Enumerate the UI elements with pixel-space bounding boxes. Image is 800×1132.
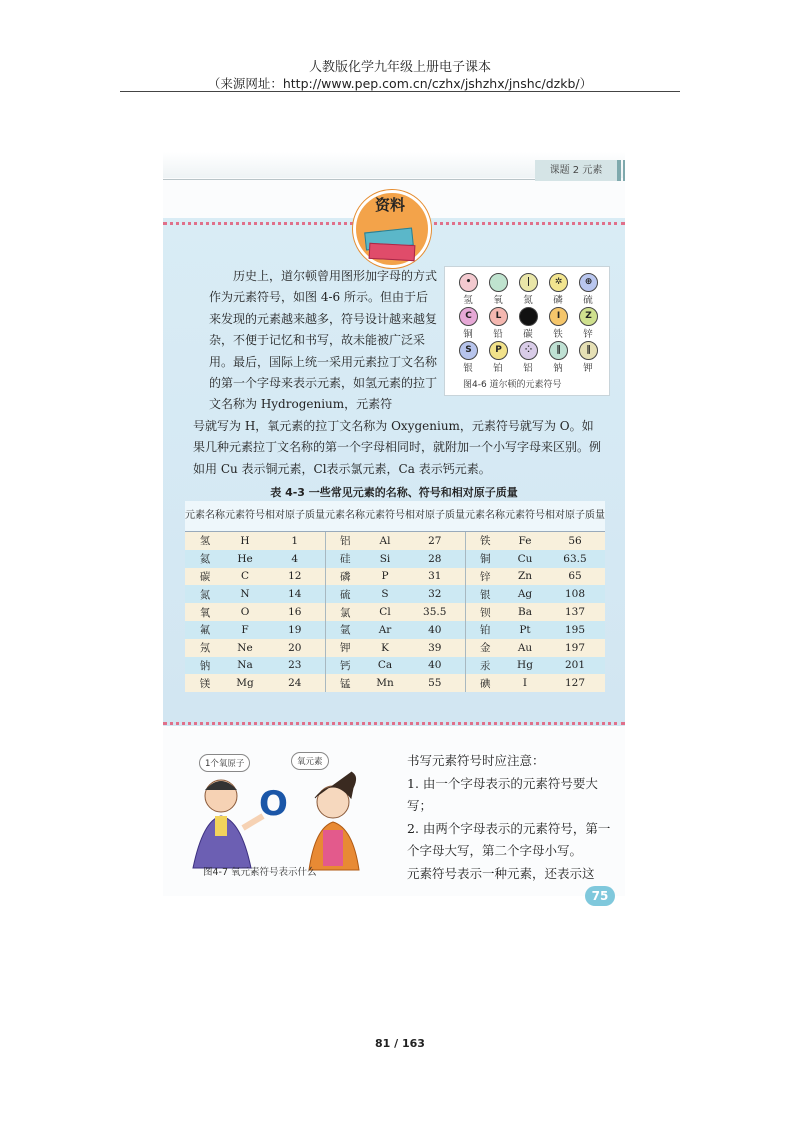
dalton-symbol-name: 铜: [463, 329, 473, 340]
table-cell: 钡: [465, 603, 505, 621]
dalton-symbol-mark: L: [489, 307, 508, 326]
table-cell: N: [225, 585, 265, 603]
table-cell: 63.5: [545, 550, 605, 568]
table-cell: 锰: [325, 674, 365, 692]
table-cell: Zn: [505, 568, 545, 586]
table-header-cell: 相对原子质量: [545, 501, 605, 532]
table-cell: 氩: [325, 621, 365, 639]
table-cell: 19: [265, 621, 325, 639]
table-cell: 137: [545, 603, 605, 621]
table-cell: 银: [465, 585, 505, 603]
table-title: 表 4-3 一些常见元素的名称、符号和相对原子质量: [270, 486, 518, 499]
source-url: （来源网址：http://www.pep.com.cn/czhx/jshzhx/jnshc/dzkb/）: [207, 76, 593, 91]
table-cell: 35.5: [405, 603, 465, 621]
dalton-symbol: [573, 273, 603, 309]
table-cell: 201: [545, 657, 605, 675]
table-cell: K: [365, 639, 405, 657]
dalton-symbol-mark: [519, 307, 538, 326]
table-cell: 氯: [325, 603, 365, 621]
continued-paragraph: [193, 416, 603, 480]
speech-bubble-atom: 1个氧原子: [199, 754, 250, 772]
table-cell: 23: [265, 657, 325, 675]
table-cell: 铂: [465, 621, 505, 639]
dalton-symbol: [573, 307, 603, 343]
dalton-symbol-mark: I: [549, 307, 568, 326]
table-cell: C: [225, 568, 265, 586]
table-cell: Al: [365, 532, 405, 550]
table-row: [185, 585, 605, 603]
table-cell: 金: [465, 639, 505, 657]
table-header-cell: 元素符号: [505, 501, 545, 532]
dalton-symbol-name: 碳: [523, 329, 533, 340]
table-cell: 氦: [185, 550, 225, 568]
table-cell: 32: [405, 585, 465, 603]
dalton-symbol-name: 磷: [553, 295, 563, 306]
chapter-tab: [535, 160, 621, 181]
resource-badge: [353, 190, 431, 268]
book-page-number: 75: [585, 886, 615, 906]
table-cell: Na: [225, 657, 265, 675]
dalton-symbol-name: 氮: [523, 295, 533, 306]
badge-label: 资料: [375, 196, 406, 214]
dalton-symbol: [483, 307, 513, 343]
notes-tail: 元素符号表示一种元素，还表示这: [407, 865, 595, 881]
table-row: [185, 568, 605, 586]
table-cell: Fe: [505, 532, 545, 550]
table-cell: 195: [545, 621, 605, 639]
oxygen-symbol: O: [259, 784, 288, 824]
table-body: [185, 532, 605, 693]
table-cell: 40: [405, 657, 465, 675]
table-cell: Au: [505, 639, 545, 657]
textbook-page-scan: [163, 152, 625, 903]
dalton-symbol: [513, 341, 543, 377]
table-row: [185, 657, 605, 675]
dalton-symbol-name: 铂: [493, 363, 503, 374]
dalton-symbol-name: 钾: [583, 363, 593, 374]
notes-heading: 书写元素符号时应注意：: [407, 753, 545, 768]
table-cell: 钾: [325, 639, 365, 657]
books-icon-lower: [369, 243, 416, 261]
dalton-symbol-mark: P: [489, 341, 508, 360]
table-cell: 钠: [185, 657, 225, 675]
dalton-symbol-name: 硫: [583, 295, 593, 306]
dalton-symbol: [513, 273, 543, 309]
table-cell: 24: [265, 674, 325, 692]
dalton-symbol-mark: ✲: [549, 273, 568, 292]
table-cell: 氮: [185, 585, 225, 603]
table-cell: S: [365, 585, 405, 603]
table-cell: He: [225, 550, 265, 568]
table-row: [185, 674, 605, 692]
header-divider: [120, 91, 680, 92]
dalton-symbols-figure: [444, 266, 610, 396]
table-row: [185, 532, 605, 550]
dalton-symbol-mark: Z: [579, 307, 598, 326]
dalton-symbol: [453, 273, 483, 309]
elements-table: [185, 501, 605, 692]
table-cell: 磷: [325, 568, 365, 586]
table-cell: Mg: [225, 674, 265, 692]
dalton-symbol-mark: [489, 273, 508, 292]
dalton-figure-caption: 图4-6 道尔顿的元素符号: [463, 380, 562, 390]
table-cell: 27: [405, 532, 465, 550]
dalton-symbol-name: 氧: [493, 295, 503, 306]
panel-bottom-dotted-border: [163, 722, 625, 725]
table-cell: F: [225, 621, 265, 639]
intro-paragraph: [209, 266, 439, 416]
table-row: [185, 621, 605, 639]
table-header-cell: 元素符号: [225, 501, 265, 532]
intro-text: 历史上，道尔顿曾用图形加字母的方式作为元素符号，如图 4-6 所示。但由于后来发现的元素越来越多，符号设计越来越复杂，不便于记忆和书写，故未能被广泛采用。最后，国际上统一采用元素拉丁文名称的第一个字母来表示元素，如氢元素的拉丁文名称为 Hydrogenium，元素符: [209, 269, 438, 412]
table-cell: 氟: [185, 621, 225, 639]
dalton-symbol: [543, 307, 573, 343]
table-cell: 65: [545, 568, 605, 586]
notes-item-1: 1. 由一个字母表示的元素符号要大写；: [407, 775, 598, 814]
table-row: [185, 550, 605, 568]
table-row: [185, 639, 605, 657]
table-cell: 12: [265, 568, 325, 586]
notes-item-2: 2. 由两个字母表示的元素符号，第一个字母大写，第二个字母小写。: [407, 820, 611, 859]
table-cell: 197: [545, 639, 605, 657]
page-top-rule: [163, 179, 535, 180]
writing-notes: [407, 750, 617, 886]
table-cell: 汞: [465, 657, 505, 675]
table-cell: Ne: [225, 639, 265, 657]
table-cell: Ar: [365, 621, 405, 639]
dalton-symbol-name: 铅: [493, 329, 503, 340]
table-cell: 氢: [185, 532, 225, 550]
table-cell: 40: [405, 621, 465, 639]
dalton-symbol-name: 铝: [523, 363, 533, 374]
dalton-symbol-mark: C: [459, 307, 478, 326]
table-cell: 硫: [325, 585, 365, 603]
table-cell: 20: [265, 639, 325, 657]
dalton-symbol: [453, 341, 483, 377]
table-cell: 锌: [465, 568, 505, 586]
table-cell: 铜: [465, 550, 505, 568]
table-cell: Pt: [505, 621, 545, 639]
table-cell: 31: [405, 568, 465, 586]
dalton-symbol-mark: ‖: [579, 341, 598, 360]
dalton-symbol-mark: ⊕: [579, 273, 598, 292]
table-cell: 钙: [325, 657, 365, 675]
table-cell: 127: [545, 674, 605, 692]
chapter-tab-bar: [623, 160, 625, 181]
table-cell: 14: [265, 585, 325, 603]
dalton-symbol: [543, 341, 573, 377]
dalton-symbol-name: 银: [463, 363, 473, 374]
dalton-symbol: [483, 273, 513, 309]
table-cell: P: [365, 568, 405, 586]
document-title: 人教版化学九年级上册电子课本: [308, 60, 491, 75]
table-header-cell: 元素名称: [325, 501, 365, 532]
dalton-symbol: [543, 273, 573, 309]
table-cell: 铁: [465, 532, 505, 550]
table-header-cell: 元素名称: [185, 501, 225, 532]
table-cell: Ag: [505, 585, 545, 603]
table-cell: 28: [405, 550, 465, 568]
dalton-symbol-name: 铁: [553, 329, 563, 340]
table-cell: 108: [545, 585, 605, 603]
dalton-symbol-name: 锌: [583, 329, 593, 340]
table-cell: 56: [545, 532, 605, 550]
girl-figure: [309, 772, 359, 870]
dalton-symbol-mark: ‖: [549, 341, 568, 360]
table-cell: Mn: [365, 674, 405, 692]
table-cell: Cu: [505, 550, 545, 568]
chapter-tab-label: 课题 2 元素: [549, 165, 603, 176]
table-header-cell: 相对原子质量: [405, 501, 465, 532]
table-cell: 16: [265, 603, 325, 621]
dalton-symbol-mark: ⁘: [519, 341, 538, 360]
table-header-cell: 相对原子质量: [265, 501, 325, 532]
dalton-symbol: [513, 307, 543, 343]
table-header-row: [185, 501, 605, 532]
table-cell: Cl: [365, 603, 405, 621]
dalton-symbol: [483, 341, 513, 377]
table-cell: 氖: [185, 639, 225, 657]
pdf-page-indicator: 81 / 163: [375, 1037, 425, 1050]
dalton-symbol-name: 氢: [463, 295, 473, 306]
table-cell: O: [225, 603, 265, 621]
cartoon-caption: 图4-7 氧元素符号表示什么: [203, 867, 317, 878]
table-header-cell: 元素名称: [465, 501, 505, 532]
table-cell: 55: [405, 674, 465, 692]
speech-bubble-element: 氧元素: [291, 752, 329, 770]
table-cell: 碳: [185, 568, 225, 586]
table-cell: 镁: [185, 674, 225, 692]
table-cell: 4: [265, 550, 325, 568]
table-cell: Ca: [365, 657, 405, 675]
table-cell: 硅: [325, 550, 365, 568]
dalton-symbol: [453, 307, 483, 343]
table-cell: 39: [405, 639, 465, 657]
table-row: [185, 603, 605, 621]
dalton-symbol: [573, 341, 603, 377]
dalton-symbol-mark: S: [459, 341, 478, 360]
table-cell: 氧: [185, 603, 225, 621]
table-cell: 1: [265, 532, 325, 550]
dalton-symbol-mark: •: [459, 273, 478, 292]
table-cell: 铝: [325, 532, 365, 550]
table-cell: Hg: [505, 657, 545, 675]
cartoon-illustration: [163, 748, 393, 878]
table-cell: 碘: [465, 674, 505, 692]
table-header-cell: 元素符号: [365, 501, 405, 532]
table-cell: H: [225, 532, 265, 550]
continued-text: 号就写为 H，氧元素的拉丁文名称为 Oxygenium，元素符号就写为 O。如果几种元素拉丁文名称的第一个字母相同时，就附加一个小写字母来区别。例如用 Cu 表示铜元素，Cl表示氯元素，Ca 表示钙元素。: [193, 419, 602, 476]
table-cell: I: [505, 674, 545, 692]
table-cell: Ba: [505, 603, 545, 621]
boy-figure: [193, 780, 263, 868]
dalton-symbol-name: 钠: [553, 363, 563, 374]
table-cell: Si: [365, 550, 405, 568]
dalton-symbol-mark: |: [519, 273, 538, 292]
